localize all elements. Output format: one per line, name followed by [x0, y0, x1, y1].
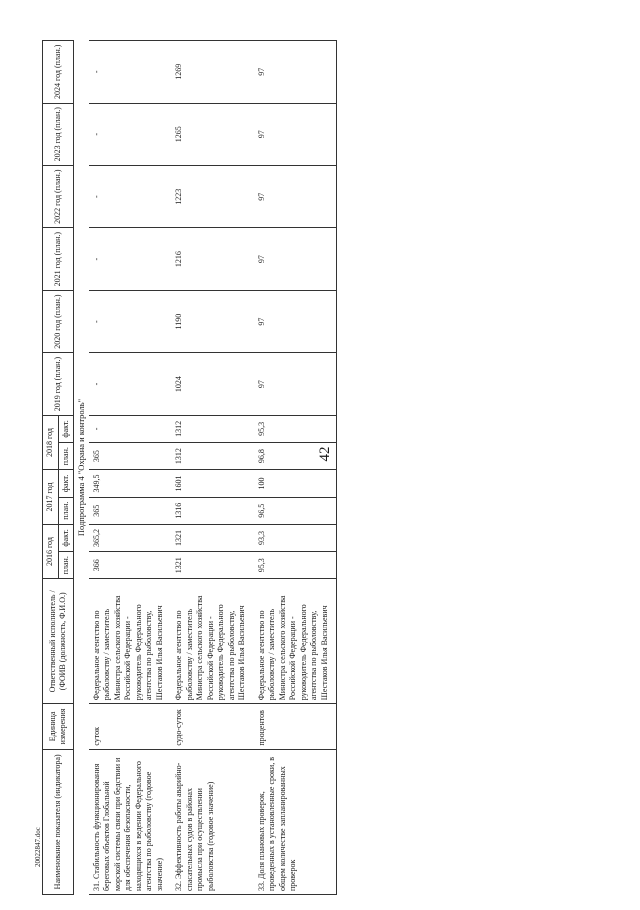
value-2017-fact: 1601 [171, 470, 254, 497]
value-2020: - [89, 290, 172, 352]
header-unit: Единица измерения [43, 704, 74, 749]
value-2016-plan: 366 [89, 552, 172, 579]
value-2016-fact: 365,2 [89, 524, 172, 551]
value-2023: 97 [254, 103, 337, 165]
value-2024: 1269 [171, 41, 254, 104]
indicator-name: 31. Стабильность функционирования береговых объектов Глобальной морской системы связи при бедствии и для обеспечения безопасности, находящихся в ведении Федерального агентства по рыболовству (годовое значение) [89, 749, 172, 894]
value-2017-plan: 365 [89, 497, 172, 524]
value-2018-plan: 1312 [171, 443, 254, 470]
header-2021: 2021 год (план.) [43, 228, 74, 290]
indicator-name: 33. Доля плановых проверок, проведенных в установленные сроки, в общем количестве запланированных проверок [254, 749, 337, 894]
header-2016-fact: факт. [58, 524, 74, 551]
header-2023: 2023 год (план.) [43, 103, 74, 165]
value-2018-plan: 96,8 [254, 443, 337, 470]
value-2016-plan: 95,3 [254, 552, 337, 579]
value-2023: 1265 [171, 103, 254, 165]
value-2016-fact: 1321 [171, 524, 254, 551]
value-2019: 1024 [171, 353, 254, 415]
value-2018-fact: - [89, 415, 172, 442]
value-2022: - [89, 165, 172, 227]
indicator-responsible: Федеральное агентство по рыболовству / заместитель Министра сельского хозяйства Российской Федерации - руководитель Федерального агентства по рыболовству, Шестаков Илья Васильевич [171, 579, 254, 704]
table-frame [30, 30, 610, 910]
header-row-1 [43, 41, 59, 895]
header-2022: 2022 год (план.) [43, 165, 74, 227]
value-2021: 97 [254, 228, 337, 290]
footer-filename: 20022847.doc [34, 827, 42, 867]
value-2018-fact: 95,3 [254, 415, 337, 442]
header-2018-plan: план. [58, 443, 74, 470]
header-2018: 2018 год [43, 415, 59, 470]
value-2022: 1223 [171, 165, 254, 227]
header-responsible: Ответственный исполнитель / (ФОИВ (должность, Ф.И.О.) [43, 579, 74, 704]
indicator-table [42, 40, 337, 895]
subprogram-title: Подпрограмма 4 "Охрана и контроль" [76, 398, 86, 537]
indicator-responsible: Федеральное агентство по рыболовству / заместитель Министра сельского хозяйства Российской Федерации - руководитель Федерального агентства по рыболовству, Шестаков Илья Васильевич [89, 579, 172, 704]
header-2016: 2016 год [43, 524, 59, 579]
value-2017-fact: 100 [254, 470, 337, 497]
header-2017: 2017 год [43, 470, 59, 525]
value-2016-fact: 93,3 [254, 524, 337, 551]
subprogram-row [74, 41, 89, 895]
header-2024: 2024 год (план.) [43, 41, 74, 104]
header-2017-fact: факт. [58, 470, 74, 497]
page-number: 42 [317, 446, 333, 462]
value-2017-plan: 96,5 [254, 497, 337, 524]
header-2017-plan: план. [58, 497, 74, 524]
value-2017-fact: 349,5 [89, 470, 172, 497]
value-2018-plan: 365 [89, 443, 172, 470]
value-2020: 97 [254, 290, 337, 352]
value-2016-plan: 1321 [171, 552, 254, 579]
header-2019: 2019 год (план.) [43, 353, 74, 415]
value-2020: 1190 [171, 290, 254, 352]
header-2020: 2020 год (план.) [43, 290, 74, 352]
header-2016-plan: план. [58, 552, 74, 579]
value-2024: 97 [254, 41, 337, 104]
value-2018-fact: 1312 [171, 415, 254, 442]
value-2021: - [89, 228, 172, 290]
header-2018-fact: факт. [58, 415, 74, 442]
value-2023: - [89, 103, 172, 165]
rotated-page [30, 30, 610, 910]
value-2022: 97 [254, 165, 337, 227]
value-2019: - [89, 353, 172, 415]
indicator-unit: процентов [254, 704, 337, 749]
table-row [89, 41, 172, 895]
value-2021: 1216 [171, 228, 254, 290]
value-2017-plan: 1316 [171, 497, 254, 524]
value-2024: - [89, 41, 172, 104]
table-row [254, 41, 337, 895]
indicator-unit: судо-суток [171, 704, 254, 749]
indicator-unit: суток [89, 704, 172, 749]
indicator-name: 32. Эффективность работы аварийно-спасательных судов в районах промысла при осуществлении рыболовства (годовое значение) [171, 749, 254, 894]
value-2019: 97 [254, 353, 337, 415]
indicator-responsible: Федеральное агентство по рыболовству / заместитель Министра сельского хозяйства Российской Федерации - руководитель Федерального агентства по рыболовству, Шестаков Илья Васильевич [254, 579, 337, 704]
header-name: Наименование показателя (индикатора) [43, 749, 74, 894]
table-row [171, 41, 254, 895]
